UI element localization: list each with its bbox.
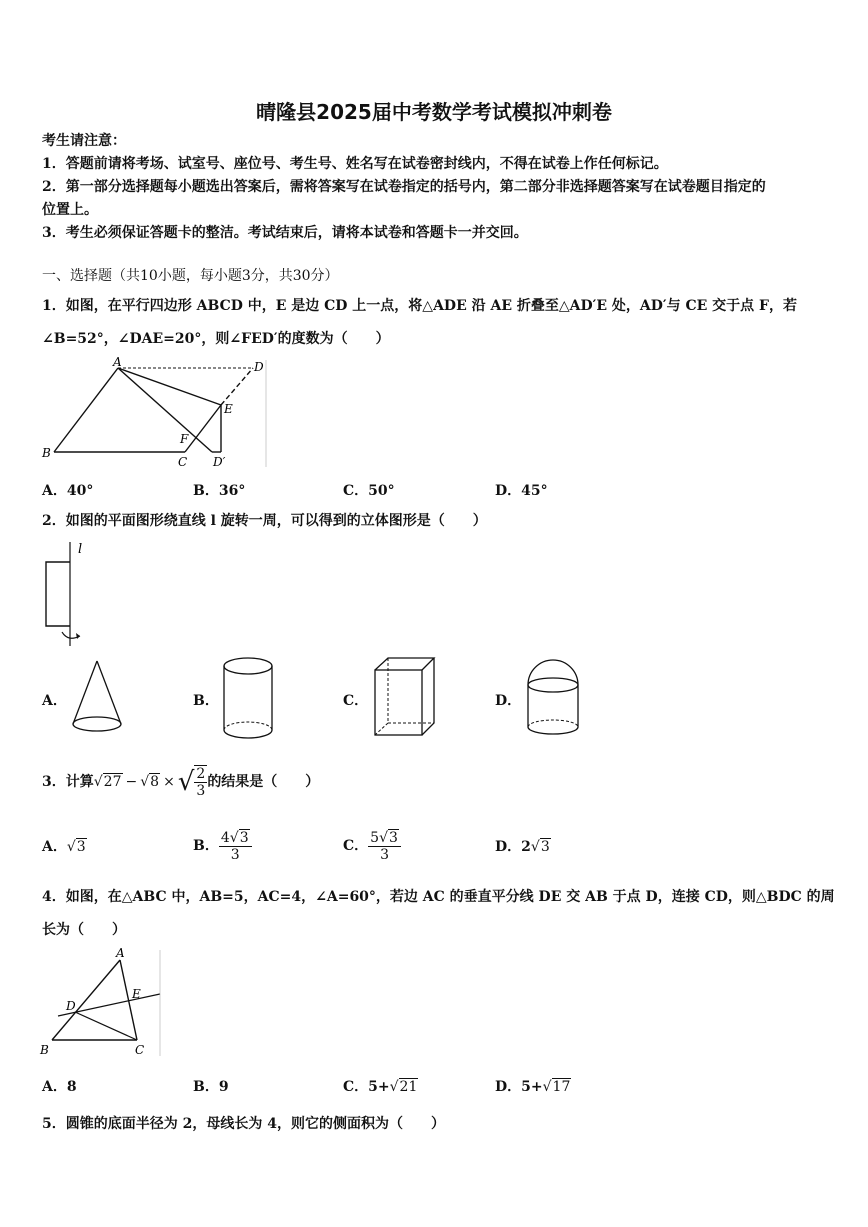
q1-label-dprime: D′ (213, 455, 226, 469)
notice-item-1: 1．答题前请将考场、试室号、座位号、考生号、姓名写在试卷密封线内，不得在试卷上作任何标记。 (42, 156, 668, 172)
q4-label-a: A (116, 946, 125, 960)
q1-option-d[interactable]: D．45° (495, 483, 548, 499)
q1-option-a[interactable]: A．40° (42, 483, 94, 499)
q3-radicand-8: 8 (150, 774, 160, 790)
q2-rotation-figure (40, 538, 100, 650)
q1-option-c[interactable]: C．50° (343, 483, 395, 499)
q1-label-f: F (180, 432, 189, 446)
q2-option-b[interactable]: B． (193, 693, 219, 709)
q5-text: 5．圆锥的底面半径为 2，母线长为 4，则它的侧面积为（ ） (42, 1116, 445, 1132)
q4-label-b: B (40, 1043, 49, 1057)
q3-option-c[interactable]: C． $\frac{5√3}{3}$ (343, 824, 401, 868)
q4-option-b[interactable]: B．9 (193, 1079, 229, 1095)
q1-label-c: C (178, 455, 188, 469)
q3-prefix: 3．计算 (42, 774, 94, 790)
q2-text: 2．如图的平面图形绕直线 l 旋转一周，可以得到的立体图形是（ ） (42, 513, 487, 529)
q1-option-b[interactable]: B．36° (193, 483, 246, 499)
q3-opt-a-radicand: 3 (76, 839, 86, 855)
q4-triangle-figure (38, 944, 168, 1060)
q2-axis-label: l (78, 542, 83, 557)
q3-frac-den: 3 (196, 783, 206, 799)
q4-label-e: E (132, 987, 141, 1001)
cone-icon (68, 658, 128, 738)
q4-option-d[interactable]: D．5+√17 (495, 1079, 571, 1095)
notice-item-2-cont: 位置上。 (42, 202, 98, 218)
q3-option-b[interactable]: B． $\frac{4√3}{3}$ (193, 824, 252, 868)
q3-suffix: 的结果是（ ） (207, 774, 320, 790)
q4-label-d: D (66, 999, 76, 1013)
q4-option-c[interactable]: C．5+√21 (343, 1079, 418, 1095)
q4-option-a[interactable]: A．8 (42, 1079, 77, 1095)
page-title: 晴隆县2025届中考数学考试模拟冲刺卷 (256, 100, 612, 124)
notice-item-3: 3．考生必须保证答题卡的整洁。考试结束后，请将本试卷和答题卡一并交回。 (42, 225, 528, 241)
q1-label-b: B (42, 446, 51, 460)
q3-frac-num: 2 (196, 766, 206, 782)
q3-times: × (163, 774, 175, 790)
q2-option-d[interactable]: D． (495, 693, 522, 709)
q4-text-line2: 长为（ ） (42, 922, 126, 938)
q1-text-line1: 1．如图，在平行四边形 ABCD 中，E 是边 CD 上一点，将△ADE 沿 AE 折叠至△AD′E 处，AD′与 CE 交于点 F，若 (42, 298, 797, 314)
notice-item-2: 2．第一部分选择题每小题选出答案后，需将答案写在试卷指定的括号内，第二部分非选择题答案写在试卷题目指定的 (42, 179, 766, 195)
q3-radicand-27: 27 (103, 774, 122, 790)
q2-option-a[interactable]: A． (42, 693, 67, 709)
q4-label-c: C (135, 1043, 145, 1057)
notice-heading: 考生请注意： (42, 133, 126, 149)
q3-minus: − (125, 774, 138, 790)
q1-parallelogram-figure (40, 355, 270, 470)
cuboid-icon (372, 655, 438, 741)
q1-text-line2: ∠B=52°，∠DAE=20°，则∠FED′的度数为（ ） (42, 331, 390, 347)
q1-label-e: E (224, 402, 233, 416)
q1-label-a: A (113, 355, 122, 369)
q2-option-c[interactable]: C． (343, 693, 369, 709)
q4-text-line1: 4．如图，在△ABC 中，AB=5，AC=4，∠A=60°，若边 AC 的垂直平分线 DE 交 AB 于点 D，连接 CD，则△BDC 的周 (42, 889, 835, 905)
q3-option-a[interactable]: A．√3 (42, 839, 86, 855)
q3-option-d[interactable]: D．2√3 (495, 839, 550, 855)
q3-expression: 3．计算√27 − √8 × √ $\frac{2}{3}$ 的结果是（ ） (42, 766, 320, 799)
cylinder-icon (220, 655, 280, 741)
section-heading: 一、选择题（共10小题，每小题3分，共30分） (42, 268, 339, 284)
cylinder-hemisphere-icon (524, 655, 584, 741)
q1-label-d: D (254, 360, 264, 374)
